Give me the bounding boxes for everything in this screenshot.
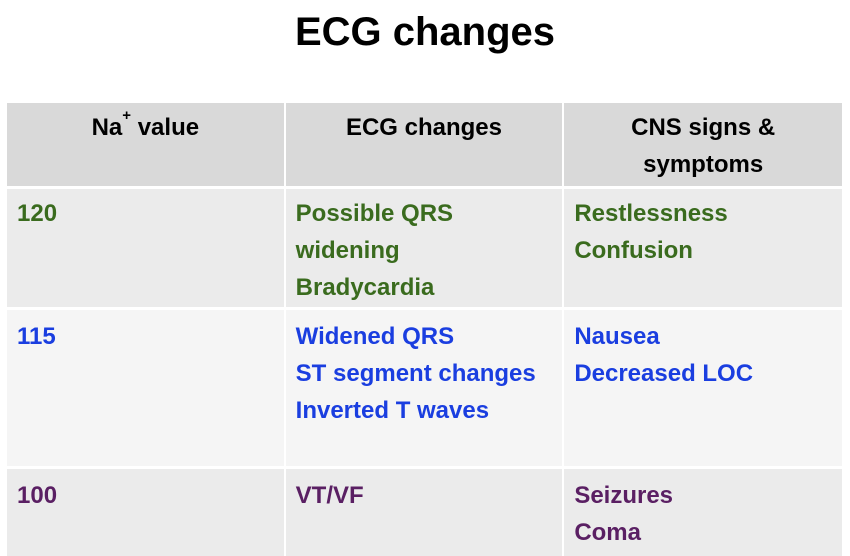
ecg-change-item: Possible QRS	[295, 200, 454, 227]
table-row	[7, 469, 842, 556]
header-na-superscript: +	[122, 107, 132, 124]
ecg-change-item: ST segment changes	[295, 360, 536, 387]
header-na-suffix: value	[131, 114, 200, 141]
cns-sign-item: Coma	[574, 519, 641, 546]
ecg-change-item: widening	[295, 237, 400, 264]
na-value: 120	[17, 200, 58, 227]
table-header-row	[7, 103, 842, 189]
header-na-symbol: Na	[91, 114, 123, 141]
header-na-value	[7, 103, 284, 189]
ecg-change-item: VT/VF	[295, 482, 364, 509]
na-value: 100	[17, 482, 58, 509]
cns-signs-cell	[562, 310, 842, 469]
header-cns-line1: CNS signs &	[631, 114, 776, 141]
page-title: ECG changes	[294, 10, 556, 54]
ecg-changes-cell	[284, 189, 563, 310]
na-value-cell	[7, 469, 284, 556]
cns-signs-cell	[562, 469, 842, 556]
ecg-change-item: Widened QRS	[295, 323, 455, 350]
cns-sign-item: Seizures	[574, 482, 674, 509]
cns-signs-cell	[562, 189, 842, 310]
cns-sign-item: Restlessness	[574, 200, 728, 227]
cns-sign-item: Confusion	[574, 237, 693, 264]
cns-sign-item: Decreased LOC	[574, 360, 754, 387]
header-cns-signs	[562, 103, 842, 189]
na-value-cell	[7, 310, 284, 469]
header-cns-line2: symptoms	[643, 151, 764, 178]
ecg-table	[7, 103, 842, 556]
cns-sign-item: Nausea	[574, 323, 660, 350]
ecg-changes-cell	[284, 310, 563, 469]
table-row	[7, 189, 842, 310]
ecg-change-item: Bradycardia	[295, 274, 435, 301]
ecg-change-item: Inverted T waves	[295, 397, 490, 424]
na-value-cell	[7, 189, 284, 310]
header-ecg-changes: ECG changes	[284, 103, 563, 189]
ecg-changes-cell	[284, 469, 563, 556]
na-value: 115	[17, 323, 56, 350]
table-row	[7, 310, 842, 469]
